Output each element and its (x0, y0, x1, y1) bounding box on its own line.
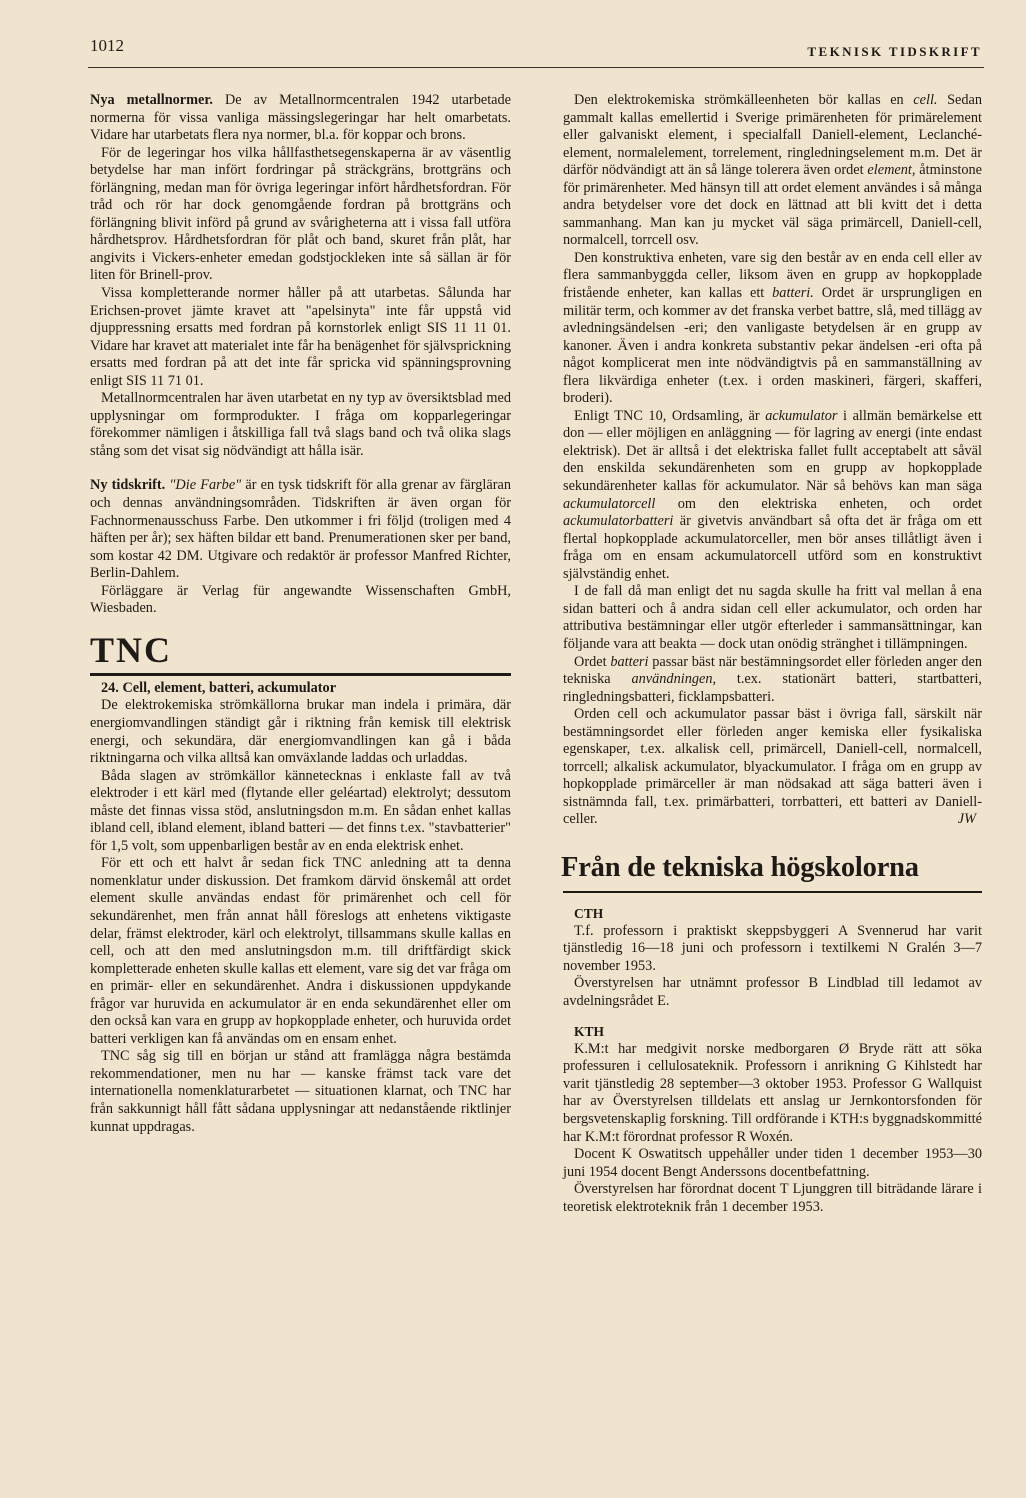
right-column (563, 92, 982, 1216)
text: Den elektrokemiska strömkälleenheten bör kallas en (574, 92, 914, 108)
paragraph: Förläggare är Verlag für angewandte Wissenschaften GmbH, Wiesbaden. (90, 582, 511, 617)
paragraph: Överstyrelsen har utnämnt professor B Lindblad till ledamot av avdelningsrådet E. (563, 975, 982, 1009)
header-rule (88, 67, 984, 68)
signature: JW (957, 811, 976, 828)
paragraph: För ett och ett halvt år sedan fick TNC anledning att ta denna nomenklatur under diskussion. Det framkom därvid önskemål att ordet element skulle användas endast för primärenhet och cell för sekundärenhet, men från annat håll föreslogs att enhetens viktigaste delar, främst elektroder, kärl och elektrolyt, tillsammans skulle kallas en cell, och att den med anslutningsdon m.m. till driftfärdigt skick kompletterade enheten skulle kallas ett element, vare sig det var fråga om en primär- eller en sekundärenhet. Andra i diskussionen uppdykande frågor var huruvida en ackumulator är en enda sekundärenhet eller om den också kan vara en grupp av hopkopplade enheter, och huruvida ordet batteri verkligen kan få användas om en ensam enhet. (90, 855, 511, 1047)
tnc-subheading: 24. Cell, element, batteri, ackumulator (101, 679, 337, 696)
paragraph: Överstyrelsen har förordnat docent T Ljunggren till biträdande lärare i teoretisk elektroteknik från 1 december 1953. (563, 1181, 982, 1215)
paragraph: De elektrokemiska strömkällorna brukar man indela i primära, där energiomvandlingen ständigt går i riktning från kemisk till elektrisk energi, och sekundära, där energiomvandlingen kan gå i båda riktningarna och vilka alltså kan omväxlande laddas och urladdas. (90, 697, 511, 767)
paragraph: Vissa kompletterande normer håller på att utarbetas. Sålunda har Erichsen-provet jämte kravet att "apelsinyta" inte får uppstå vid djuppressning ersatts med fordran på kornstorlek enligt SIS 11 11 01. Vidare har kravet att materialet inte får ha benägenhet för självsprickning ersatts med fordran på att det inte får spricka vid spänningsprovning enligt SIS 11 71 01. (90, 285, 511, 389)
paragraph: Docent K Oswatitsch uppehåller under tiden 1 december 1953—30 juni 1954 docent Bengt Anderssons docentbefattning. (563, 1146, 982, 1180)
italic-term: ackumulatorcell (563, 495, 656, 512)
text: Ordet är ursprungligen en militär term, och kommer av det franska verbet battre, slå, med tillägg av avledningsändelsen -eri; den vanligaste betydelsen är en grupp av kanoner. Även i andra konkreta substantiv pekar ändelsen -eri ofta på något komplicerat men inte nödvändigtvis på en sammanställning av flera likvärdiga enheter (t.ex. i orden maskineri, färgeri, skafferi, broderi). (563, 285, 982, 407)
paragraph (563, 92, 982, 250)
left-column (90, 92, 511, 1136)
paragraph: T.f. professorn i praktiskt skeppsbyggeri A Svennerud har varit tjänstledig 16—18 juni och professorn i textilkemi N Gralén 3—7 november 1953. (563, 922, 982, 974)
text: De av Metallnormcentralen 1942 utarbetade normerna för vissa vanliga mässingslegeringar har helt omarbetats. Vidare har utarbetats flera nya normer, bl.a. för koppar och brons. (90, 92, 512, 144)
text: Enligt TNC 10, Ordsamling, är (574, 407, 766, 424)
lead-in: Ny tidskrift. (90, 477, 166, 494)
section-rule (563, 891, 982, 893)
italic-term: batteri (610, 653, 649, 670)
paragraph: K.M:t har medgivit norske medborgaren Ø Bryde rätt att söka professuren i cellulosateknik. Professorn i anrikning G Kihlstedt har varit tjänstledig 28 september—3 oktober 1953. Professor G Wallquist har av Överstyrelsen tilldelats ett anslag ur Jernkontorsfonden för bergsvetenskaplig forskning. Till ordförande i KTH:s byggnadskommitté har K.M:t förordnat professor R Woxén. (563, 1040, 982, 1145)
paragraph (563, 706, 982, 829)
paragraph (563, 250, 982, 408)
paragraph: Metallnormcentralen har även utarbetat en ny typ av översiktsblad med upplysningar om formprodukter. I fråga om kopparlegeringar förekommer nämligen i åtskilliga fall två slags band och två olika slags stång som det visat sig nödvändigt att hålla isär. (90, 390, 511, 459)
cth-label: CTH (574, 905, 604, 921)
page-number: 1012 (90, 36, 124, 55)
paragraph: För de legeringar hos vilka hållfasthetsegenskaperna är av väsentlig betydelse har man infört fordringar på sträckgräns, brottgräns och förlängning, medan man för övriga legeringar infört hårdhetsfordran. För tråd och rör har dock genomgående fordran på brottgräns och förlängning blivit införd på grund av svårigheterna att i vissa fall utföra hårdhetsprov. Hårdhetsfordran för plåt och band, skuret från plåt, har angivits i Vickers-enheter emedan godstjockleken inte så sällan är för liten för Brinell-prov. (90, 144, 511, 284)
tnc-heading: TNC (90, 629, 173, 670)
text: i allmän bemärkelse ett don — eller möjligen en anläggning — för lagring av energi (inte endast elektrisk). Det är alltså i det elektriska fallet fullt acceptabelt att såväl den enskilda sekundärenheten som en grupp av hopkopplade sekundärenheter kallas för ackumulator. När så behövs kan man säga (563, 407, 983, 495)
text: är en tysk tidskrift för alla grenar av färgläran och dennas användningsområden. Tidskriften är även organ för Fachnormenausschuss Farbe. Den utkommer i fri följd (troligen med 4 häften per år); sex häften bildar ett band. Prenumerationen sker per band, som kostar 42 DM. Utgivare och redaktör är professor Manfred Richter, Berlin-Dahlem. (90, 477, 511, 582)
italic-title: "Die Farbe" (169, 477, 242, 494)
italic-term: ackumulatorbatteri (563, 513, 674, 530)
paragraph: Båda slagen av strömkällor kännetecknas i enklaste fall av två elektroder i ett kärl med (flytande eller geléartad) elektrolyt; dessutom måste det finnas vissa stöd, anslutningsdon m.m. En sådan enhet kallas ibland cell, ibland element, ibland batteri — det finns t.ex. "stavbatterier" för 1,5 volt, som uppenbarligen består av en enda elektrisk enhet. (90, 767, 511, 854)
paragraph (563, 654, 982, 707)
text: Ordet (574, 653, 611, 670)
journal-title: TEKNISK TIDSKRIFT (807, 44, 982, 59)
italic-term: användningen, (631, 671, 717, 688)
kth-label: KTH (574, 1024, 605, 1040)
lead-in: Nya metallnormer. (90, 92, 214, 108)
text: åtminstone för primärenheter. Med hänsyn till att ordet element användes i så många andra betydelser vore det dock en lättnad att bli kvitt det i detta sammanhang. Man kan ju mycket väl säga primärcell, Daniell-cell, normalcell, torrcell osv. (563, 162, 983, 249)
section-heading: Från de tekniska högskolorna (561, 851, 919, 883)
paragraph (90, 477, 511, 582)
text: Sedan gammalt kallas emellertid i Sverige primärenheten för primärelement eller galvaniskt element, i specialfall Daniell-element, Leclanché-element, normalelement, torrelement, ringledningselement m.m. Det är därför nödvändigt att än så länge tolerera även ordet (563, 92, 983, 179)
text: Orden cell och ackumulator passar bäst i övriga fall, särskilt när bestämningsordet eller förleden anger kemiska eller fysikaliska egenskaper, t.ex. alkalisk cell, primärcell, Daniell-cell, normalcell, torrcell; alkalisk ackumulator, blyackumulator. I fråga om en grupp av hopkopplade primärceller är man nödsakad att säga batteri även i sistnämnda fall, t.ex. primärbatteri, torrbatteri, ett batteri av Daniell-celler. (563, 706, 982, 828)
paragraph: I de fall då man enligt det nu sagda skulle ha fritt val mellan å ena sidan batteri och å andra sidan cell eller ackumulator, och orden har attributiva bestämningar eller utgör efterleder i sammansättningar, kan följande vara att beakta — dock utan onödig stränghet i tillämpningen. (563, 583, 982, 652)
paragraph: TNC såg sig till en början ur stånd att framlägga några bestämda rekommendationer, men nu har — kanske främst tack vare det internationella nomenklaturarbetet — situationen klarnat, och TNC har från sakkunnigt håll fått sådana upplysningar att nedanstående riktlinjer kunnat uppdragas. (90, 1048, 511, 1135)
italic-term: ackumulator (765, 407, 838, 424)
tnc-rule (90, 673, 511, 676)
text: passar bäst när bestämningsordet eller förleden anger den tekniska (563, 653, 982, 688)
italic-term: cell. (913, 92, 938, 108)
text: om den elektriska enheten, och ordet (655, 495, 982, 512)
paragraph (563, 408, 982, 583)
italic-term: batteri. (772, 285, 814, 302)
text: är givetvis användbart så ofta det är fråga om ett flertal hopkopplade ackumulatorceller, men bör anses tillåtligt även i fråga om en ensam ackumulatorcell utförd som en konstruktivt självständig enhet. (563, 513, 982, 582)
text: t.ex. stationärt batteri, startbatteri, ringledningsbatteri, ficklampsbatteri. (563, 671, 982, 705)
paragraph (90, 92, 511, 145)
text: Den konstruktiva enheten, vare sig den består av en enda cell eller av flera sammanbyggda celler, liksom även en grupp av hopkopplade fristående enheter, kan kallas ett (563, 249, 982, 302)
italic-term: element, (867, 162, 916, 179)
